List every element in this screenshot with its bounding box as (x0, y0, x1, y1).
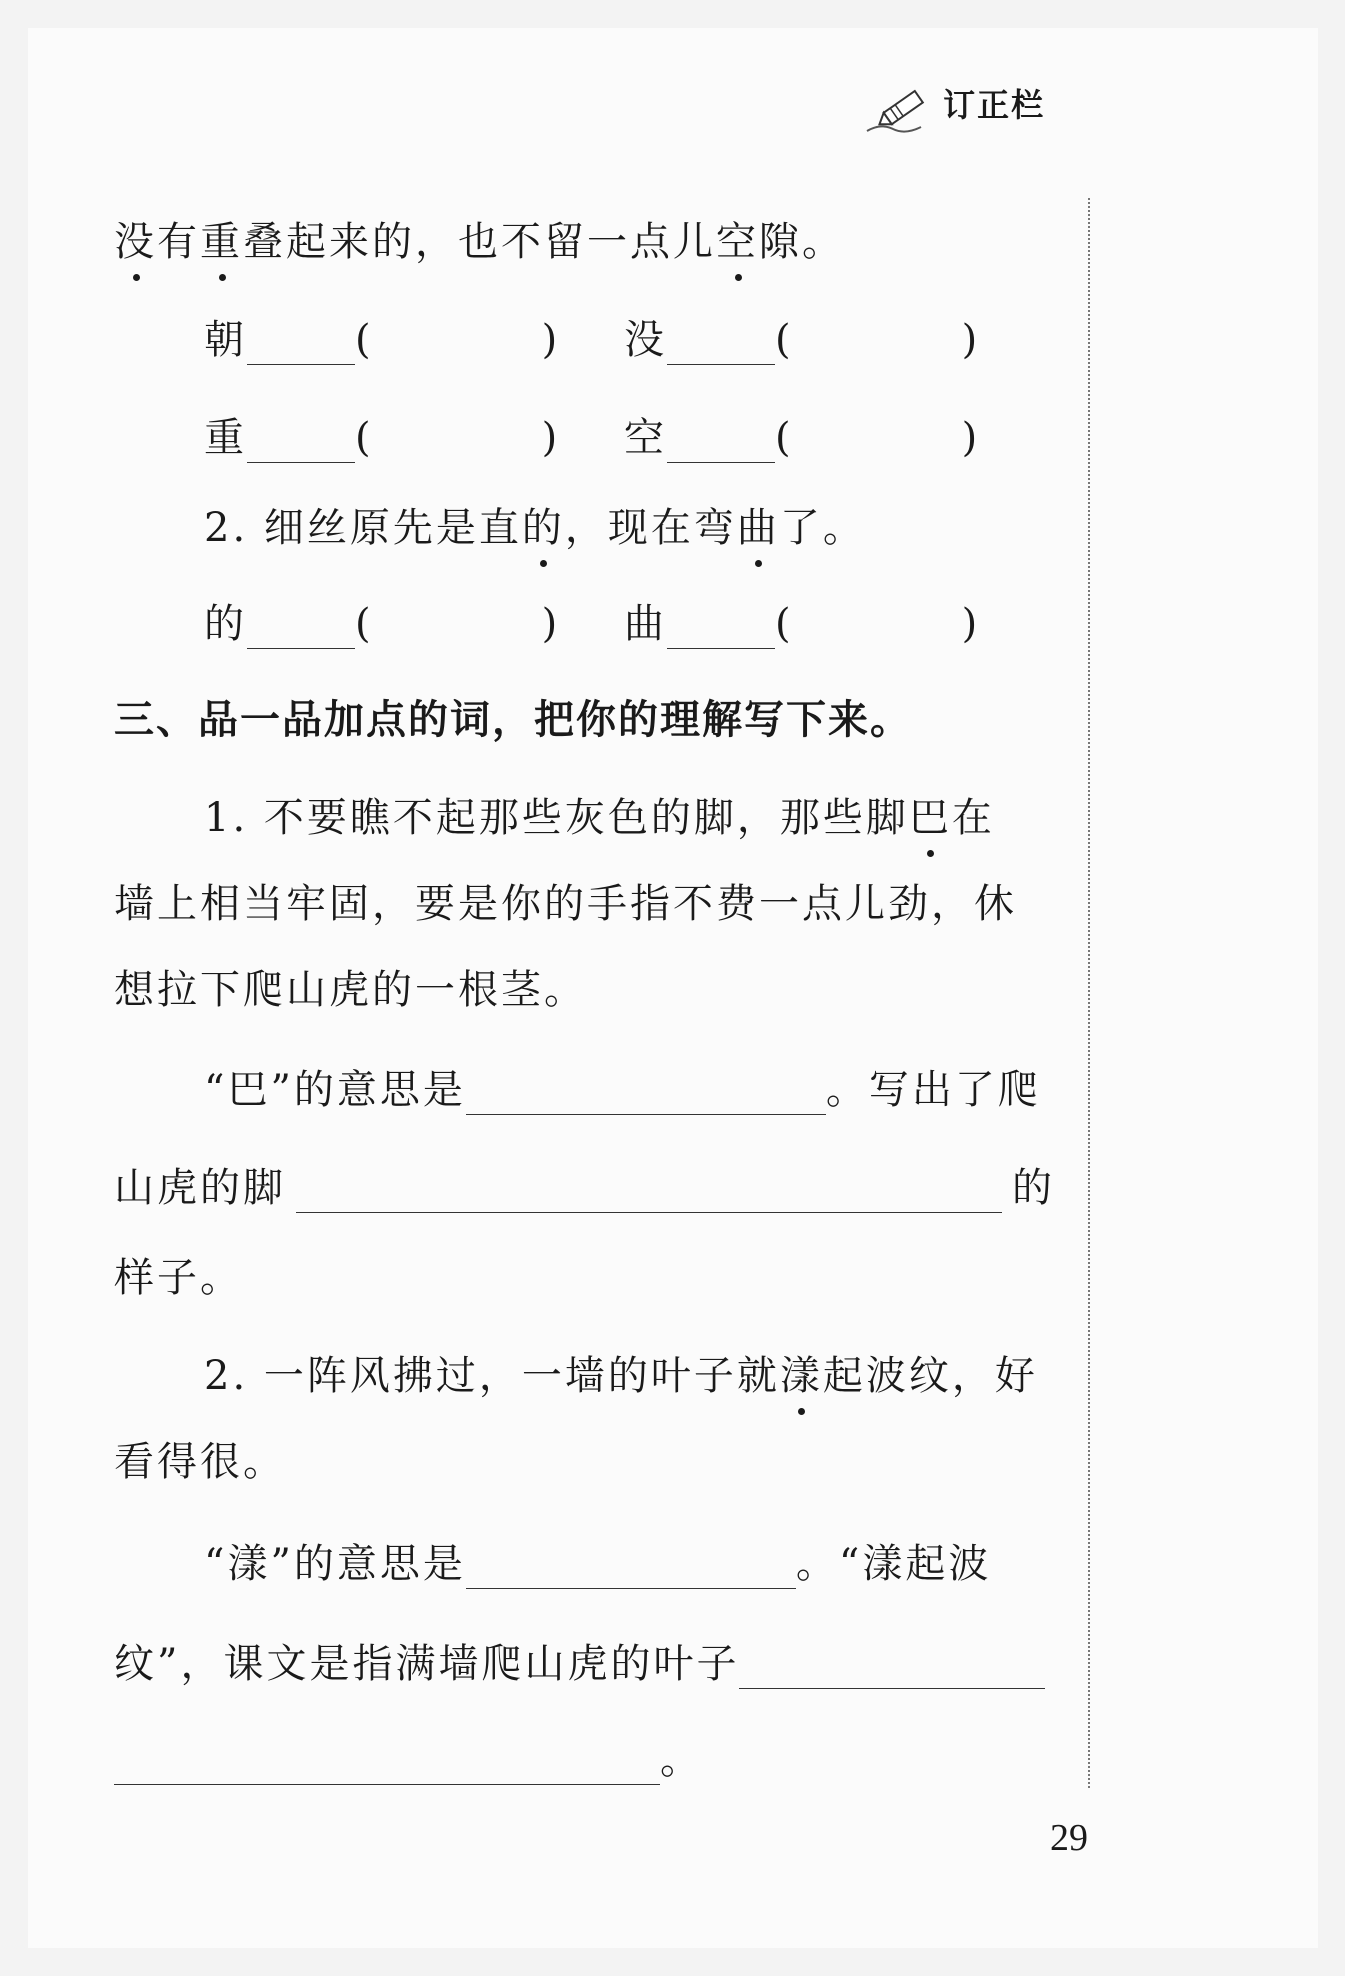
question-line: 1. 不要瞧不起那些灰色的脚，那些脚巴在 (204, 786, 995, 843)
answer-line: 。 (114, 1728, 703, 1785)
pinyin-blank[interactable] (667, 422, 775, 463)
char-label: 曲 (624, 601, 667, 647)
answer-blank[interactable] (466, 1548, 796, 1589)
dotted-char: 巴 (909, 786, 952, 843)
answer-line: “巴”的意思是 。写出了爬 (204, 1067, 1041, 1113)
question-line: 墙上相当牢固，要是你的手指不费一点儿劲，休 (114, 881, 1017, 927)
sentence-line: 没有重叠起来的，也不留一点儿空隙。 (114, 210, 845, 267)
question-line: 2. 一阵风拂过，一墙的叶子就漾起波纹，好 (204, 1344, 1038, 1401)
pinyin-blank[interactable] (247, 608, 355, 649)
pinyin-blank[interactable] (667, 324, 775, 365)
correction-column-header (863, 80, 1045, 137)
question-line: 想拉下爬山虎的一根茎。 (114, 967, 587, 1013)
pronunciation-row: 朝 ( ) (204, 317, 561, 363)
workbook-page (28, 28, 1318, 1948)
pronunciation-row: 空 ( ) (624, 415, 981, 461)
dotted-char: 曲 (737, 496, 780, 553)
char-label: 没 (624, 317, 667, 363)
pronunciation-row: 的 ( ) (204, 601, 561, 647)
answer-blank[interactable] (466, 1074, 826, 1115)
pinyin-blank[interactable] (247, 422, 355, 463)
sentence-line: 2. 细丝原先是直的，现在弯曲了。 (204, 496, 866, 553)
answer-blank[interactable] (114, 1744, 660, 1785)
page-number: 29 (1050, 1817, 1088, 1859)
answer-line: 山虎的脚 的 (114, 1165, 1055, 1211)
char-label: 朝 (204, 317, 247, 363)
dotted-char: 漾 (780, 1344, 823, 1401)
char-label: 重 (204, 415, 247, 461)
dotted-char: 空 (716, 210, 759, 267)
correction-column-divider (1088, 198, 1090, 1788)
correction-column-label: 订正栏 (943, 86, 1046, 124)
pencil-icon (863, 87, 938, 137)
char-label: 空 (624, 415, 667, 461)
char-label: 的 (204, 601, 247, 647)
pronunciation-row: 没 ( ) (624, 317, 981, 363)
pinyin-blank[interactable] (667, 608, 775, 649)
pronunciation-row: 重 ( ) (204, 415, 561, 461)
pronunciation-row: 曲 ( ) (624, 601, 981, 647)
answer-line: “漾”的意思是 。“漾起波 (204, 1541, 992, 1587)
section-heading: 三、品一品加点的词，把你的理解写下来。 (114, 697, 912, 743)
question-line: 看得很。 (114, 1439, 286, 1485)
dotted-char: 的 (522, 496, 565, 553)
pinyin-blank[interactable] (247, 324, 355, 365)
dotted-char: 重 (200, 210, 243, 267)
answer-line: 纹”，课文是指满墙爬山虎的叶子 (114, 1632, 1045, 1689)
answer-blank[interactable] (296, 1172, 1002, 1213)
answer-line: 样子。 (114, 1255, 243, 1301)
answer-blank[interactable] (739, 1648, 1045, 1689)
dotted-char: 没 (114, 210, 157, 267)
